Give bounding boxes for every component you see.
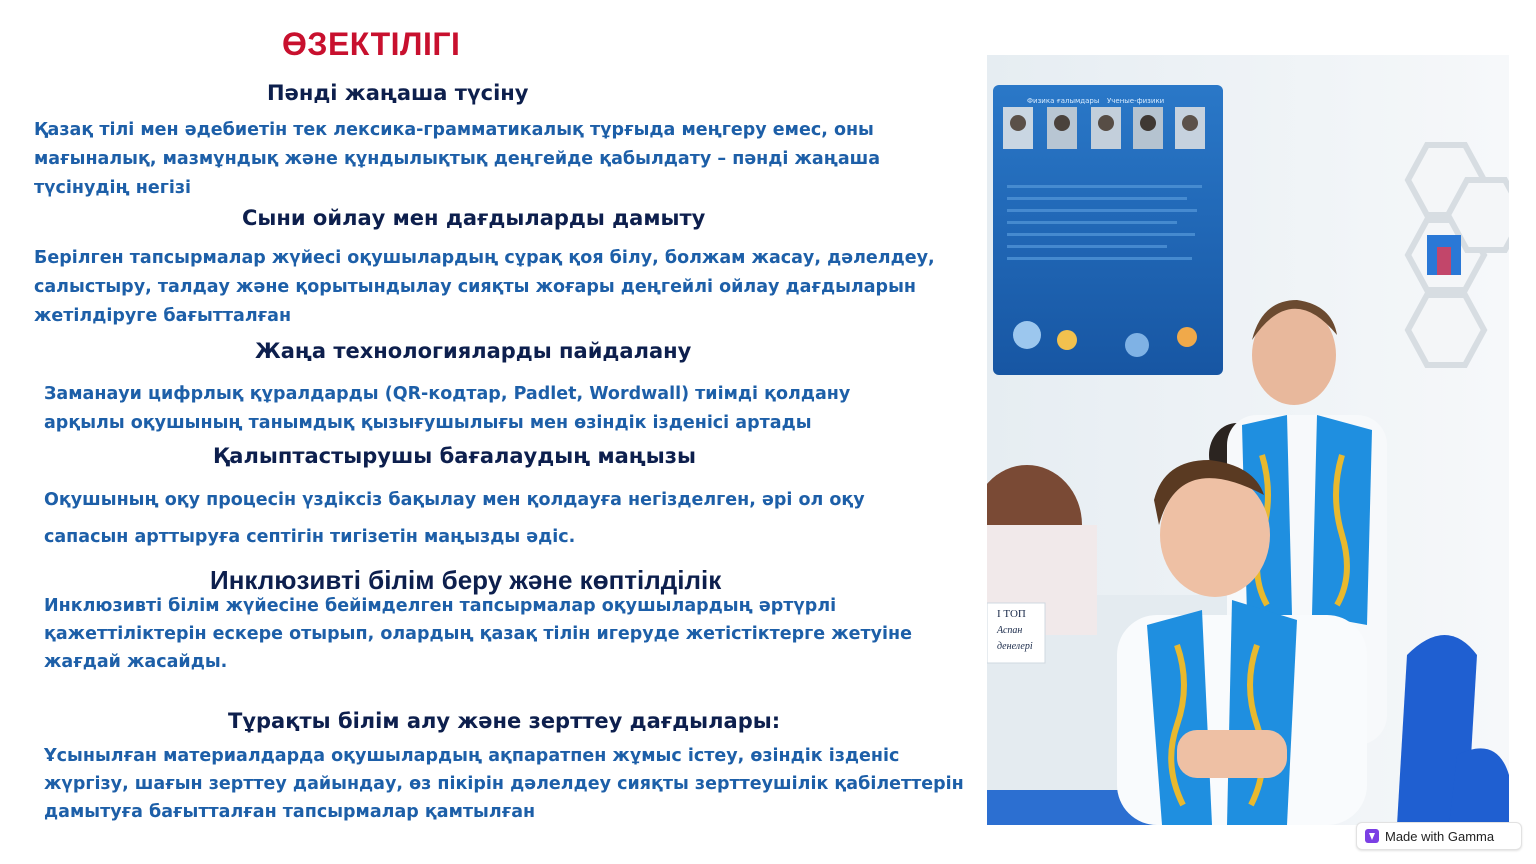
- body-line: қажеттіліктерін ескере отырып, олардың қазақ тілін игеруде жетістіктерге жетуіне: [44, 624, 913, 644]
- body-line: арқылы оқушының танымдық қызығушылығы мен өзіндік ізденісі артады: [44, 413, 812, 433]
- made-with-gamma-badge[interactable]: [1356, 822, 1522, 850]
- badge-label: Made with Gamma: [1385, 828, 1495, 844]
- section-body-critical-thinking: [34, 244, 935, 331]
- section-body-new-technologies: [44, 380, 850, 438]
- body-line: мағыналық, мазмұндық және құндылықтық деңгейде қабылдату – пәнді жаңаша: [34, 149, 881, 169]
- section-heading-new-understanding: Пәнді жаңаша түсіну: [267, 81, 529, 105]
- body-line: салыстыру, талдау және қорытындылау сияқты жоғары деңгейлі ойлау дағдыларын: [34, 277, 916, 297]
- body-line: Оқушының оқу процесін үздіксіз бақылау мен қолдауға негізделген, әрі ол оқу: [44, 490, 865, 510]
- body-line: жағдай жасайды.: [44, 652, 228, 672]
- section-body-inclusive-education: [44, 592, 912, 676]
- body-line: Берілген тапсырмалар жүйесі оқушылардың сұрақ қоя білу, болжам жасау, дәлелдеу,: [34, 248, 935, 268]
- body-line: Қазақ тілі мен әдебиетін тек лексика-грамматикалық тұрғыда меңгеру емес, оны: [34, 120, 874, 140]
- section-heading-inclusive-education: Инклюзивті білім беру және көптілділік: [210, 565, 722, 595]
- body-line: жүргізу, шағын зерттеу дайындау, өз пікірін дәлелдеу сияқты зерттеушілік қабілеттерін: [44, 774, 964, 794]
- body-line: жетілдіруге бағытталған: [34, 306, 292, 326]
- body-line: Заманауи цифрлық құралдарды (QR-кодтар, Padlet, Wordwall) тиімді қолдану: [44, 384, 851, 404]
- body-line: түсінудің негізі: [34, 178, 192, 198]
- gamma-logo-icon: [1365, 829, 1379, 843]
- section-heading-sustainable-learning: Тұрақты білім алу және зерттеу дағдылары:: [228, 709, 781, 733]
- poster-title: Физика ғалымдары: [1027, 97, 1100, 105]
- slide-title: ӨЗЕКТІЛІГІ: [282, 26, 461, 62]
- body-line: Инклюзивті білім жүйесіне бейімделген тапсырмалар оқушылардың әртүрлі: [44, 596, 837, 616]
- body-line: сапасын арттыруға септігін тигізетін маңызды әдіс.: [44, 527, 576, 547]
- section-heading-new-technologies: Жаңа технологияларды пайдалану: [255, 339, 692, 363]
- section-body-new-understanding: [34, 116, 880, 203]
- section-body-formative-assessment: [44, 482, 865, 556]
- table-card: [987, 603, 1045, 663]
- poster-title-alt: Ученые-физики: [1107, 97, 1165, 105]
- body-line: дамытуға бағытталған тапсырмалар қамтылған: [44, 802, 536, 822]
- section-heading-critical-thinking: Сыни ойлау мен дағдыларды дамыту: [242, 206, 706, 230]
- table-card-line2: Аспан: [997, 625, 1023, 636]
- classroom-photo: [987, 55, 1509, 825]
- table-card-line3: денелері: [997, 641, 1033, 652]
- section-body-sustainable-learning: [44, 742, 964, 826]
- body-line: Ұсынылған материалдарда оқушылардың ақпаратпен жұмыс істеу, өзіндік ізденіс: [44, 746, 900, 766]
- classroom-illustration: [987, 55, 1509, 825]
- table-card-line1: I ТОП: [997, 608, 1026, 620]
- section-heading-formative-assessment: Қалыптастырушы бағалаудың маңызы: [213, 444, 696, 468]
